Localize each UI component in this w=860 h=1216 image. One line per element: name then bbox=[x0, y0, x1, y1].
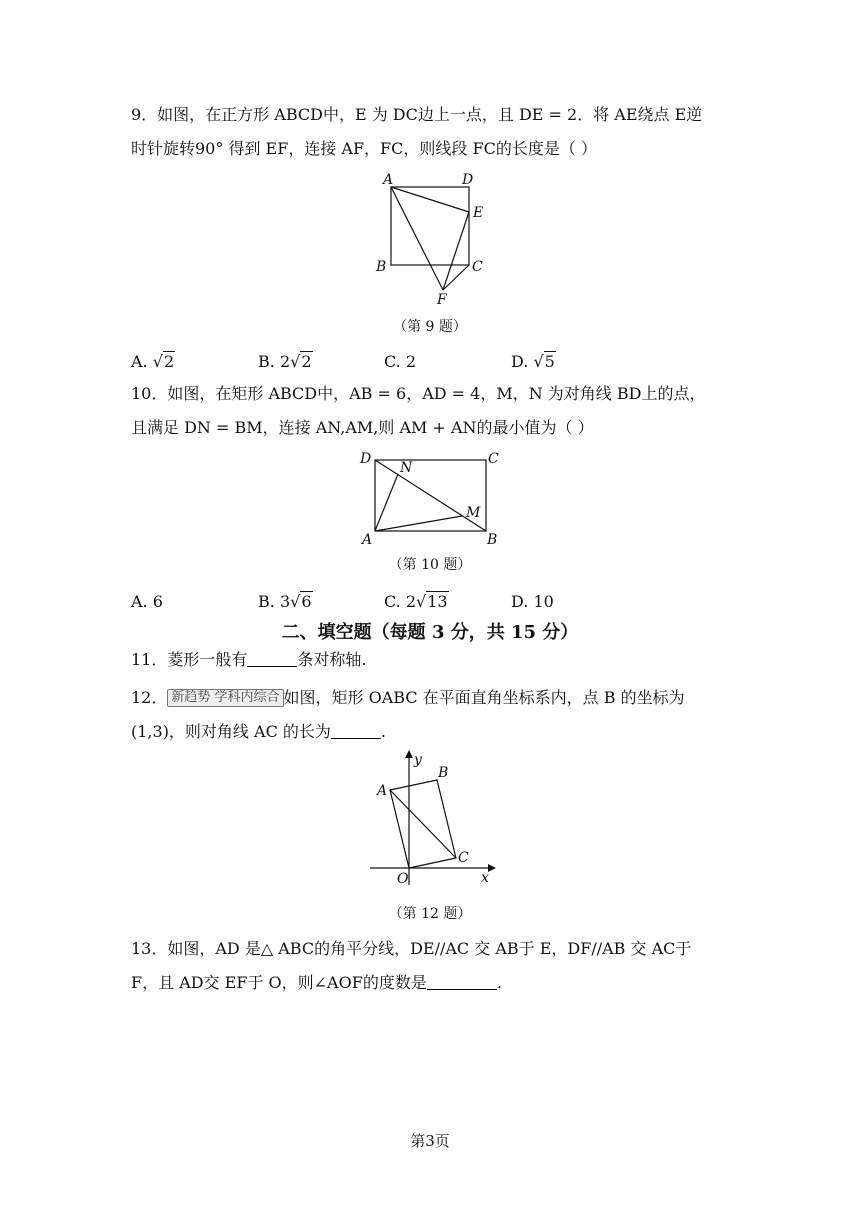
q12-diagonal-AC bbox=[390, 790, 456, 858]
q12-label-C: C bbox=[458, 850, 469, 866]
q10-caption: （第 10 题） bbox=[388, 557, 472, 573]
q10-label-B: B bbox=[487, 532, 498, 548]
q10-label-M: M bbox=[466, 505, 481, 521]
q10-segment-AM bbox=[375, 516, 462, 531]
q10-label-D: D bbox=[360, 451, 372, 467]
q12-label-O: O bbox=[397, 871, 409, 887]
q9-option-b: B. 2√2 bbox=[258, 352, 312, 371]
q12-line1: 12． 新趋势 学科内综合 如图，矩形 OABC 在平面直角坐标系内，点 B 的坐标为 bbox=[131, 688, 685, 707]
q9-label-C: C bbox=[472, 259, 483, 275]
q12-y-arrow bbox=[405, 750, 413, 758]
q12-figure bbox=[360, 748, 500, 888]
q9-square bbox=[391, 187, 469, 265]
q10-figure bbox=[355, 448, 515, 548]
q9-option-a: A. √2 bbox=[131, 352, 175, 371]
q10-line1: 10．如图，在矩形 ABCD中，AB = 6，AD = 4，M，N 为对角线 BD上的点， bbox=[131, 384, 706, 403]
q9-figure bbox=[370, 168, 500, 308]
q12-x-arrow bbox=[488, 864, 496, 872]
q9-line2: 时针旋转90° 得到 EF，连接 AF，FC，则线段 FC的长度是（ ） bbox=[131, 139, 597, 158]
q12-label-B: B bbox=[438, 765, 449, 781]
q12-answer-blank bbox=[331, 722, 381, 739]
q12-label-x: x bbox=[481, 870, 489, 886]
page-number: 第3页 bbox=[410, 1132, 450, 1150]
q13-answer-blank bbox=[427, 973, 497, 990]
q9-line1: 9．如图，在正方形 ABCD中，E 为 DC边上一点，且 DE = 2．将 AE绕点 E逆 bbox=[131, 105, 703, 124]
q9-label-A: A bbox=[383, 172, 394, 188]
q10-option-d: D. 10 bbox=[511, 592, 554, 611]
q9-caption: （第 9 题） bbox=[393, 319, 467, 335]
q13-line2: F，且 AD交 EF于 O，则∠AOF的度数是 . bbox=[131, 973, 502, 992]
section-heading-fill-in: 二、填空题（每题 3 分，共 15 分） bbox=[281, 622, 579, 643]
q10-label-A: A bbox=[362, 532, 373, 548]
q11-answer-blank bbox=[247, 650, 297, 667]
q9-option-d: D. √5 bbox=[511, 352, 555, 371]
q12-label-A: A bbox=[377, 783, 388, 799]
q9-segment-AF bbox=[391, 187, 443, 290]
q10-option-b: B. 3√6 bbox=[258, 592, 312, 611]
q9-label-B: B bbox=[376, 259, 387, 275]
q13-line1: 13．如图，AD 是△ ABC的角平分线，DE//AC 交 AB于 E，DF//AB 交 AC于 bbox=[131, 939, 692, 958]
q10-segment-AN bbox=[375, 474, 398, 531]
q12-badge: 新趋势 学科内综合 bbox=[167, 689, 283, 707]
q12-line2: (1,3)，则对角线 AC 的长为 . bbox=[131, 722, 386, 741]
q12-label-y: y bbox=[414, 752, 422, 768]
q9-label-D: D bbox=[462, 172, 474, 188]
q11-line: 11．菱形一般有 条对称轴. bbox=[131, 650, 367, 669]
q9-label-F: F bbox=[437, 292, 447, 308]
q9-segment-AE bbox=[391, 187, 469, 212]
q9-option-c: C. 2 bbox=[384, 352, 417, 371]
q10-label-N: N bbox=[400, 460, 413, 476]
q10-option-c: C. 2√13 bbox=[384, 592, 448, 611]
q10-option-a: A. 6 bbox=[131, 592, 163, 611]
q9-label-E: E bbox=[473, 205, 484, 221]
q10-label-C: C bbox=[488, 451, 499, 467]
q10-line2: 且满足 DN = BM，连接 AN,AM,则 AM + AN的最小值为（ ） bbox=[131, 418, 594, 437]
q12-caption: （第 12 题） bbox=[388, 906, 472, 922]
